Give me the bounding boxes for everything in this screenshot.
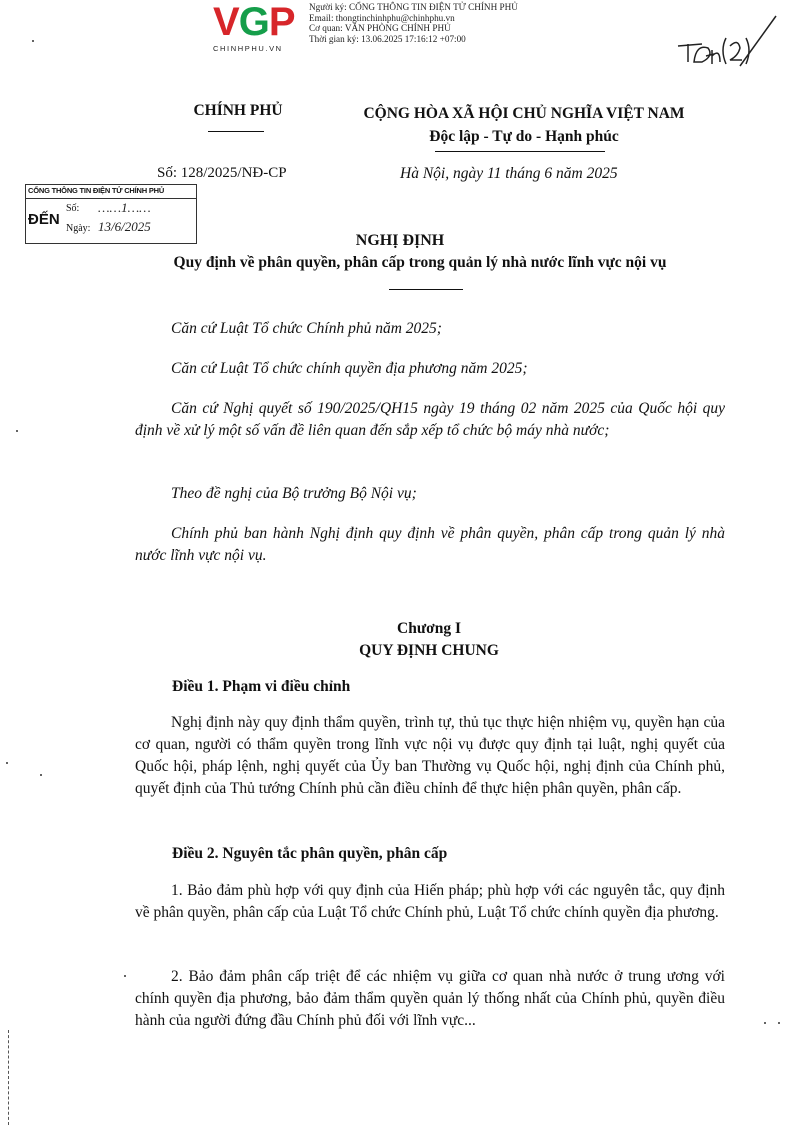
scan-speck [32,40,34,42]
title-underline [389,289,463,290]
scan-speck [764,1022,766,1024]
scan-edge-line [8,1030,10,1125]
national-title: CỘNG HÒA XÃ HỘI CHỦ NGHĨA VIỆT NAM [363,105,685,122]
article-2-item-1: 1. Bảo đảm phù hợp với quy định của Hiến pháp; phù hợp với các nguyên tắc, quy định về phân quyền, phân cấp của Luật Tổ chức Chính phủ, Luật Tổ chức chính quyền địa phương. [135,882,725,921]
logo-subtitle: CHINHPHU.VN [213,44,283,53]
document-subject: Quy định về phân quyền, phân cấp trong quản lý nhà nước lĩnh vực nội vụ [173,254,667,271]
stamp-den: ĐẾN [28,211,60,228]
stamp-title: CỔNG THÔNG TIN ĐIỆN TỬ CHÍNH PHỦ [28,186,165,195]
document-type: NGHỊ ĐỊNH [355,232,445,249]
stamp-number-value: ……1…… [98,200,151,215]
motto-underline [435,151,605,152]
scan-speck [124,975,126,977]
article-1-text: Nghị định này quy định thẩm quyền, trình tự, thủ tục thực hiện nhiệm vụ, quyền hạn của cơ quan, người có thẩm quyền trong lĩnh vực nội vụ được quy định tại luật, nghị quyết của Quốc hội, pháp lệnh, nghị quyết của Ủy ban Thường vụ Quốc hội, nghị định của Chính phủ, quyết định của Thủ tướng Chính phủ cần điều chỉnh để thực hiện phân quyền, phân cấp. [135,714,725,797]
signature-agency: Cơ quan: VĂN PHÒNG CHÍNH PHỦ [309,23,451,33]
document-title [0,230,800,274]
issuer-underline [208,131,264,132]
signature-signer: Người ký: CỔNG THÔNG TIN ĐIỆN TỬ CHÍNH PHỦ [309,2,518,12]
digital-signature-block [309,2,518,44]
preamble-line-2: Căn cứ Luật Tổ chức chính quyền địa phương năm 2025; [171,360,528,377]
chapter-number: Chương I [397,620,461,637]
logo-letter-p: P [268,0,295,44]
vgp-logo-letters [213,2,313,42]
stamp-number-label: Số: [66,203,80,214]
place-and-date: Hà Nội, ngày 11 tháng 6 năm 2025 [400,165,618,182]
article-2-heading: Điều 2. Nguyên tắc phân quyền, phân cấp [172,845,448,862]
signature-email: Email: thongtinchinhphu@chinhphu.vn [309,12,455,23]
logo-letter-v: V [213,0,239,44]
signature-time: Thời gian ký: 13.06.2025 17:16:12 +07:00 [309,33,466,44]
national-motto: Độc lập - Tự do - Hạnh phúc [429,128,619,145]
issuer-name: CHÍNH PHỦ [193,102,283,119]
chapter-heading [0,618,800,662]
stamp-date-value: 13/6/2025 [98,219,151,234]
scan-speck [6,762,8,764]
scan-speck [778,1022,780,1024]
article-2-item-2: 2. Bảo đảm phân cấp triệt để các nhiệm vụ giữa cơ quan nhà nước ở trung ương với chính quyền địa phương, bảo đảm thẩm quyền quản lý thống nhất của Chính phủ, quyền điều hành của người đứng đầu Chính phủ đối với lĩnh vực... [135,968,725,1029]
national-header [334,102,714,148]
stamp-date-label: Ngày: [66,223,91,234]
preamble-line-1: Căn cứ Luật Tổ chức Chính phủ năm 2025; [171,320,442,337]
preamble-line-3: Căn cứ Nghị quyết số 190/2025/QH15 ngày 19 tháng 02 năm 2025 của Quốc hội quy định về xử lý một số vấn đề liên quan đến sắp xếp tổ chức bộ máy nhà nước; [135,400,725,439]
logo-letter-g: G [238,0,269,44]
chapter-name: QUY ĐỊNH CHUNG [359,642,499,659]
scan-speck [40,774,42,776]
handwritten-mark [672,10,782,80]
article-1-heading: Điều 1. Phạm vi điều chỉnh [172,678,351,695]
preamble-line-4: Theo đề nghị của Bộ trưởng Bộ Nội vụ; [171,485,417,502]
preamble-line-5: Chính phủ ban hành Nghị định quy định về phân quyền, phân cấp trong quản lý nhà nước lĩnh vực nội vụ. [135,525,725,564]
document-number: Số: 128/2025/NĐ-CP [157,165,287,181]
stamp-divider [26,198,196,199]
scan-speck [16,430,18,432]
vgp-logo [213,2,313,54]
